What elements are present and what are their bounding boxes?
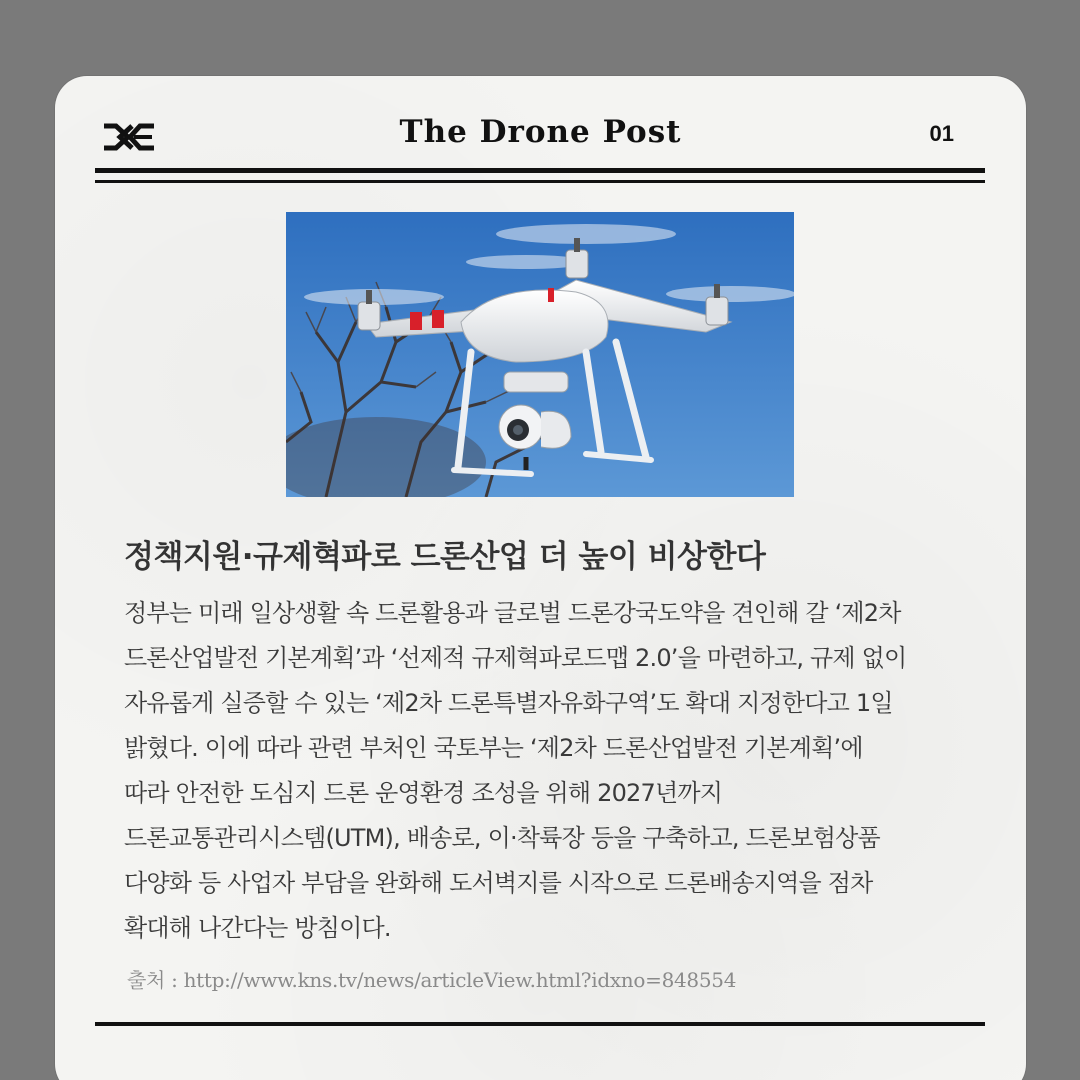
article-card xyxy=(55,76,1026,1080)
drone-photo xyxy=(286,212,794,497)
body-line: 드론교통관리시스템(UTM), 배송로, 이·착륙장 등을 구축하고, 드론보험상품 xyxy=(124,824,880,852)
masthead-title: The Drone Post xyxy=(399,114,682,150)
body-line: 밝혔다. 이에 따라 관련 부처인 국토부는 ‘제2차 드론산업발전 기본계획’에 xyxy=(124,734,863,762)
source-link[interactable]: 출처 : http://www.kns.tv/news/articleView.html?idxno=848554 xyxy=(127,968,737,992)
bottom-rule xyxy=(95,1022,985,1026)
article-body xyxy=(124,591,974,951)
body-line: 따라 안전한 도심지 드론 운영환경 조성을 위해 2027년까지 xyxy=(124,779,723,807)
body-line: 드론산업발전 기본계획’과 ‘선제적 규제혁파로드맵 2.0’을 마련하고, 규제 없이 xyxy=(124,644,907,672)
page-number: 01 xyxy=(929,121,954,146)
top-rule-thick xyxy=(95,168,985,173)
body-line: 확대해 나간다는 방침이다. xyxy=(124,914,391,942)
body-line: 자유롭게 실증할 수 있는 ‘제2차 드론특별자유화구역’도 확대 지정한다고 1일 xyxy=(124,689,893,717)
article-headline: 정책지원·규제혁파로 드론산업 더 높이 비상한다 xyxy=(124,539,766,575)
body-line: 다양화 등 사업자 부담을 완화해 도서벽지를 시작으로 드론배송지역을 점차 xyxy=(124,869,873,897)
top-rule-thin xyxy=(95,180,985,183)
body-line: 정부는 미래 일상생활 속 드론활용과 글로벌 드론강국도약을 견인해 갈 ‘제2차 xyxy=(124,599,901,627)
